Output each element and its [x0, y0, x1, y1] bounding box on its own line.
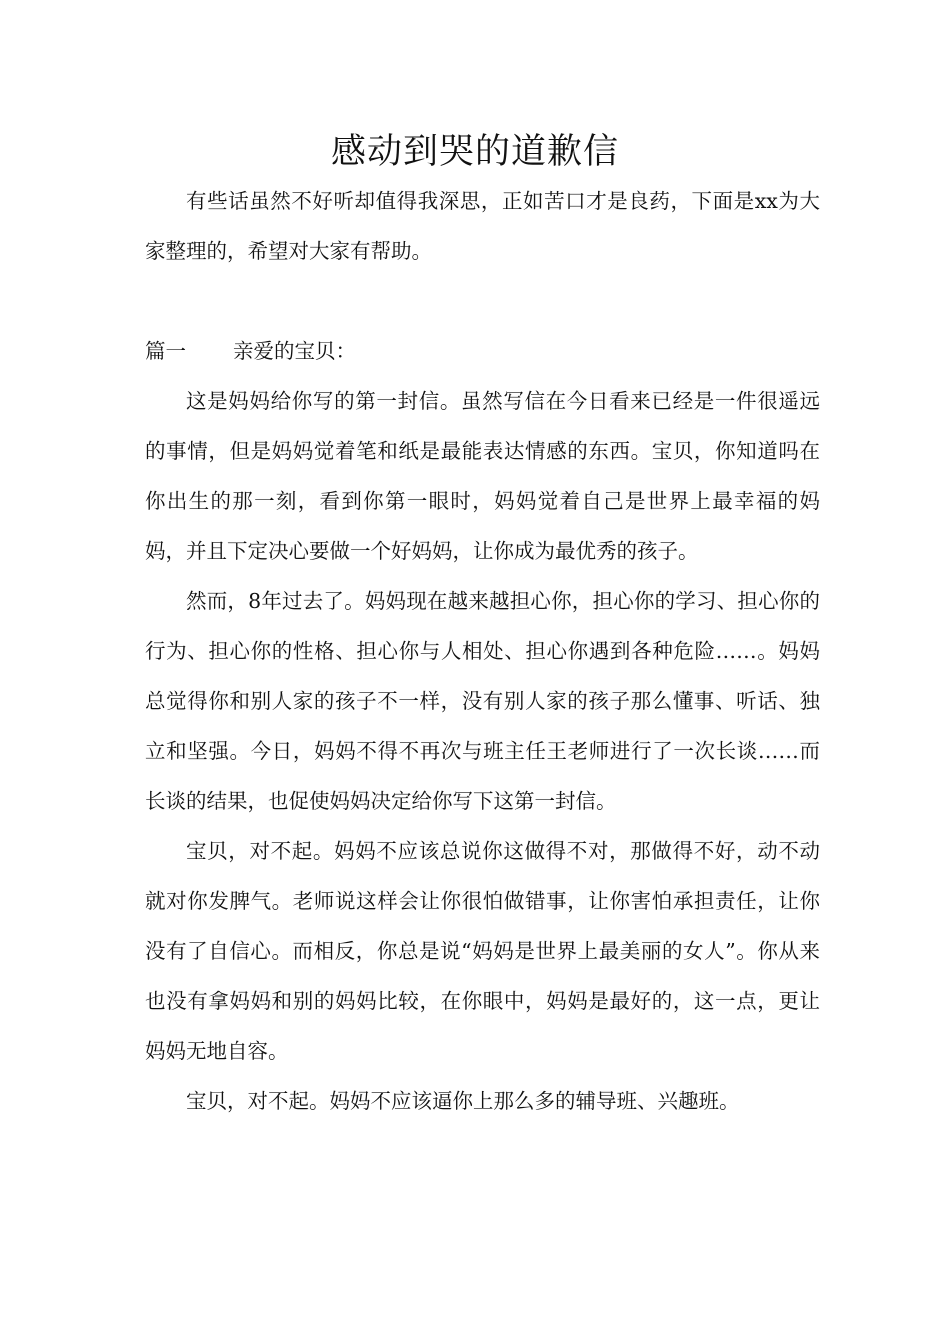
letter-paragraph: 这是妈妈给你写的第一封信。虽然写信在今日看来已经是一件很遥远的事情，但是妈妈觉着笔和纸是最能表达情感的东西。宝贝，你知道吗在你出生的那一刻，看到你第一眼时，妈妈觉着自己是世界上最幸福的妈妈，并且下定决心要做一个好妈妈，让你成为最优秀的孩子。	[145, 389, 820, 563]
letter-paragraph: 宝贝，对不起。妈妈不应该逼你上那么多的辅导班、兴趣班。	[186, 1089, 740, 1113]
blank-line	[145, 276, 820, 326]
letter-paragraph: 宝贝，对不起。妈妈不应该总说你这做得不对，那做得不好，动不动就对你发脾气。老师说这样会让你很怕做错事，让你害怕承担责任，让你没有了自信心。而相反，你总是说“妈妈是世界上最美丽的女人”。你从来也没有拿妈妈和别的妈妈比较，在你眼中，妈妈是最好的，这一点，更让妈妈无地自容。	[145, 839, 820, 1063]
document-body	[145, 176, 820, 1126]
letter-paragraph: 然而，8年过去了。妈妈现在越来越担心你，担心你的学习、担心你的行为、担心你的性格、担心你与人相处、担心你遇到各种危险……。妈妈总觉得你和别人家的孩子不一样，没有别人家的孩子那么懂事、听话、独立和坚强。今日，妈妈不得不再次与班主任王老师进行了一次长谈……而长谈的结果，也促使妈妈决定给你写下这第一封信。	[145, 589, 820, 813]
document-title: 感动到哭的道歉信	[330, 132, 619, 172]
section-number: 篇一	[145, 339, 186, 363]
salutation: 亲爱的宝贝：	[233, 339, 356, 363]
section-heading	[145, 326, 820, 376]
intro-paragraph: 有些话虽然不好听却值得我深思，正如苦口才是良药，下面是xx为大家整理的，希望对大家有帮助。	[145, 189, 820, 263]
